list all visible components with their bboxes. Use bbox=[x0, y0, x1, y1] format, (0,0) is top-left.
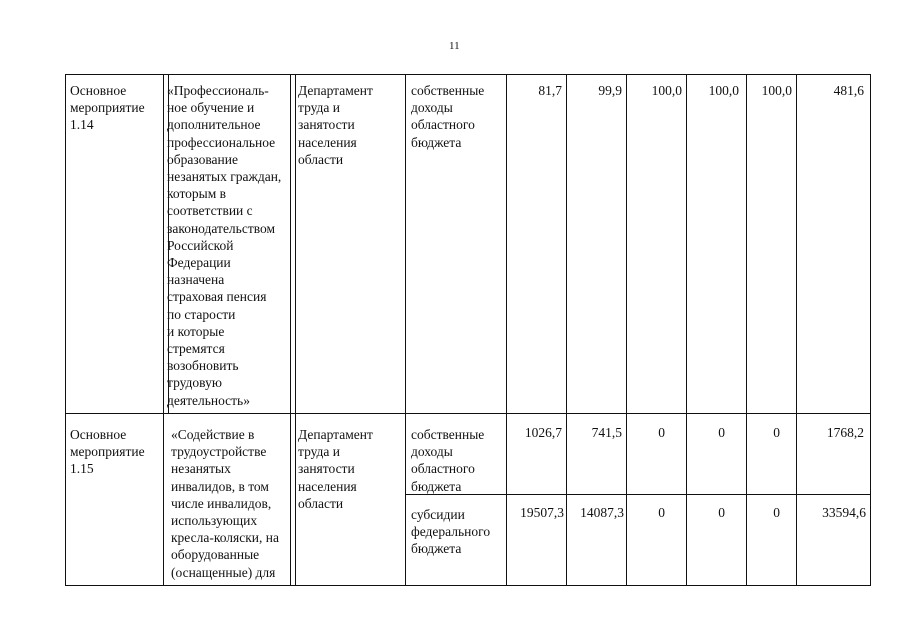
total-cell: 1768,2 bbox=[826, 425, 864, 440]
measure-cell: Основное мероприятие 1.15 bbox=[70, 427, 145, 477]
value-cell: 0 bbox=[718, 505, 725, 520]
measure-name-cell: «Содействие в трудоустройстве незанятых инвалидов, в том числе инвалидов, использующих кресла-коляски, на оборудованные (оснащенные) для bbox=[171, 427, 279, 580]
value-cell: 100,0 bbox=[651, 83, 682, 98]
value-cell: 100,0 bbox=[761, 83, 792, 98]
value-cell: 0 bbox=[658, 425, 665, 440]
table-border-top bbox=[65, 74, 871, 75]
measure-name-cell: «Профессиональ- ное обучение и дополнительное профессиональное образование незанятых граждан, которым в соответствии с законодательством Российской Федерации назначена страховая пенсия по старости и которые стремятся возобновить трудовую деятельность» bbox=[167, 83, 282, 408]
page-number: 11 bbox=[449, 40, 460, 52]
value-cell: 0 bbox=[718, 425, 725, 440]
budget-table bbox=[65, 74, 871, 586]
executor-cell: Департамент труда и занятости населения области bbox=[298, 427, 373, 511]
value-cell: 19507,3 bbox=[520, 505, 564, 520]
col-divider bbox=[163, 74, 164, 586]
funding-source-cell: собственные доходы областного бюджета bbox=[411, 427, 485, 494]
executor-cell: Департамент труда и занятости населения области bbox=[298, 83, 373, 167]
table-border-left bbox=[65, 74, 66, 586]
total-cell: 33594,6 bbox=[822, 505, 866, 520]
value-cell: 99,9 bbox=[598, 83, 622, 98]
value-cell: 1026,7 bbox=[524, 425, 562, 440]
col-divider bbox=[405, 74, 406, 586]
value-cell: 741,5 bbox=[591, 425, 622, 440]
table-border-bottom bbox=[65, 585, 871, 586]
col-divider bbox=[290, 74, 291, 586]
value-cell: 0 bbox=[773, 425, 780, 440]
value-cell: 100,0 bbox=[708, 83, 739, 98]
total-cell: 481,6 bbox=[833, 83, 864, 98]
table-border-right bbox=[870, 74, 871, 586]
value-cell: 0 bbox=[773, 505, 780, 520]
measure-cell: Основное мероприятие 1.14 bbox=[70, 83, 145, 133]
value-cell: 0 bbox=[658, 505, 665, 520]
value-cell: 14087,3 bbox=[580, 505, 624, 520]
col-divider bbox=[295, 74, 296, 586]
row-divider bbox=[65, 413, 871, 414]
value-cell: 81,7 bbox=[538, 83, 562, 98]
funding-source-cell: собственные доходы областного бюджета bbox=[411, 83, 485, 150]
funding-source-cell: субсидии федерального бюджета bbox=[411, 507, 491, 557]
